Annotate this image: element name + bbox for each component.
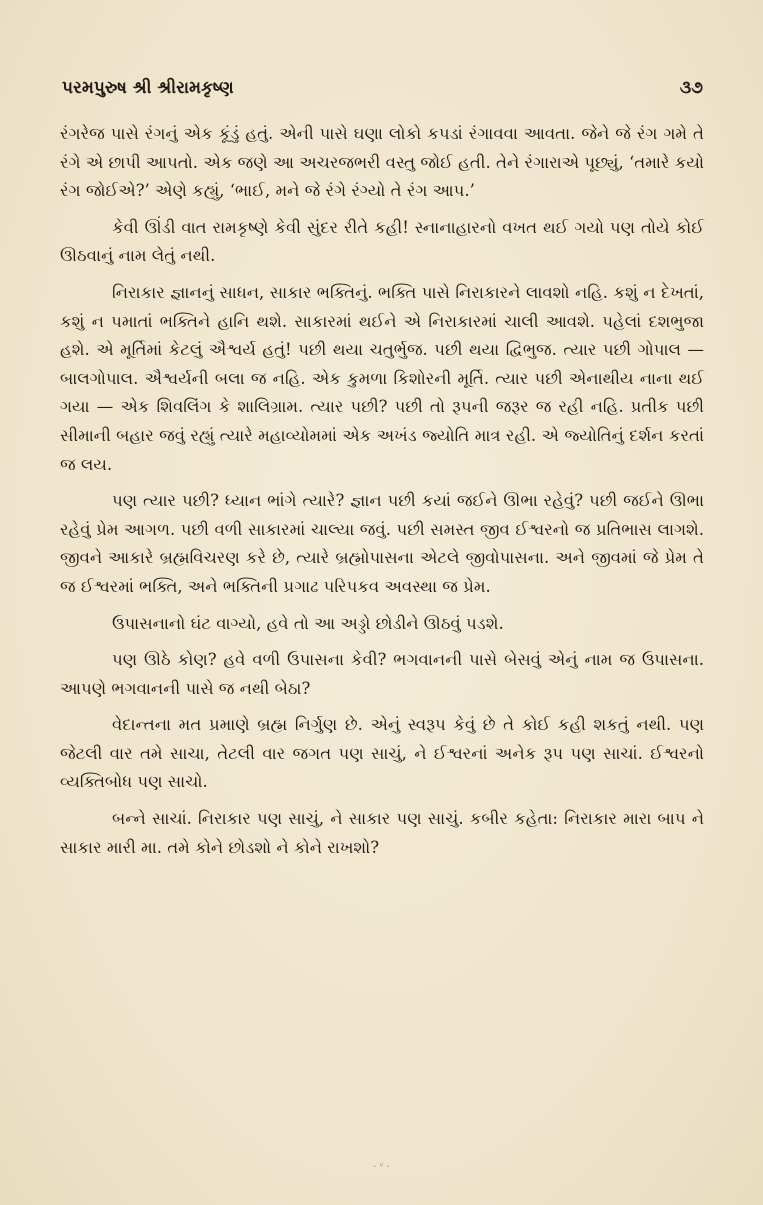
page-number: ૩૭ [679,78,703,98]
decorative-mark-icon: · ᵛ · [373,1162,390,1173]
paragraph: બન્ને સાચાં. નિરાકાર પણ સાચું, ને સાકાર પણ સાચું. કબીર કહેતા: નિરાકાર મારા બાપ ને સાકાર મારી મા. તમે કોને છોડશો ને કોને રાખશો? [60,809,704,857]
running-head: પરમપુરુષ શ્રી શ્રીરામકૃષ્ણ [62,78,234,98]
paragraph: કેવી ઊંડી વાત રામકૃષ્ણે કેવી સુંદર રીતે કહી! સ્નાનાહારનો વખત થઈ ગયો પણ તોયે કોઈ ઊઠવાનું નામ લેતું નથી. [60,217,704,266]
paragraph: વેદાન્તના મત પ્રમાણે બ્રહ્મ નિર્ગુણ છે. એનું સ્વરૂપ કેવું છે તે કોઈ કહી શકતું નથી. પણ જેટલી વાર તમે સાચા, તેટલી વાર જગત પણ સાચું, ને ઈશ્વરનાં અનેક રૂપ પણ સાચાં. ઈશ્વરનો વ્યક્તિબોધ પણ સાચો. [60,715,704,792]
page-header [62,78,703,102]
paragraph: રંગરેજ પાસે રંગનું એક કૂંડું હતું. એની પાસે ઘણા લોકો કપડાં રંગાવવા આવતા. જેને જે રંગ ગમે તે રંગે એ છાપી આપતો. એક જણે આ અચરજભરી વસ્તુ જોઈ હતી. તેને રંગારાએ પૂછ્યું, ‘તમારે કયો રંગ જોઈએ?’ એણે કહ્યું, ‘ભાઈ, મને જે રંગે રંગ્યો તે રંગ આપ.’ [60,124,704,201]
body-text [60,120,704,870]
paragraph: ઉપાસનાનો ઘંટ વાગ્યો, હવે તો આ અડ્ડો છોડીને ઊઠવું પડશે. [112,613,504,633]
paragraph: પણ ઊઠે કોણ? હવે વળી ઉપાસના કેવી? ભગવાનની પાસે બેસવું એનું નામ જ ઉપાસના. આપણે ભગવાનની પાસે જ નથી બેઠા? [60,650,704,698]
paragraph: પણ ત્યાર પછી? ધ્યાન ભાંગે ત્યારે? જ્ઞાન પછી કયાં જઈને ઊભા રહેવું? પછી જઈને ઊભા રહેવું પ્રેમ આગળ. પછી વળી સાકારમાં ચાલ્યા જવું. પછી સમસ્ત જીવ ઈશ્વરનો જ પ્રતિભાસ લાગશે. જીવને આકારે બ્રહ્મવિચરણ કરે છે, ત્યારે બ્રહ્મોપાસના એટલે જીવોપાસના. અને જીવમાં જે પ્રેમ તે જ ઈશ્વરમાં ભક્તિ, અને ભક્તિની પ્રગાઢ પરિપકવ અવસ્થા જ પ્રેમ. [60,491,704,596]
paragraph: નિરાકાર જ્ઞાનનું સાધન, સાકાર ભક્તિનું. ભક્તિ પાસે નિરાકારને લાવશો નહિ. કશું ન દેખતાં, કશું ન પમાતાં ભક્તિને હાનિ થશે. સાકારમાં થઈને એ નિરાકારમાં ચાલી આવશે. પહેલાં દશભુજા હશે. એ મૂર્તિમાં કેટલું ઐશ્વર્ય હતું! પછી થયા ચતુર્ભુજ. પછી થયા દ્વિભુજ. ત્યાર પછી ગોપાલ — બાલગોપાલ. ઐશ્વર્યની બલા જ નહિ. એક કુમળા કિશોરની મૂર્તિ. ત્યાર પછી એનાથીય નાના થઈ ગયા — એક શિવલિંગ કે શાલિગ્રામ. ત્યાર પછી? પછી તો રૂપની જરૂર જ રહી નહિ. પ્રતીક પછી સીમાની બહાર જવું રહ્યું ત્યારે મહાવ્યોમમાં એક અખંડ જ્યોતિ માત્ર રહી. એ જ્યોતિનું દર્શન કરતાં જ લય. [60,282,704,474]
